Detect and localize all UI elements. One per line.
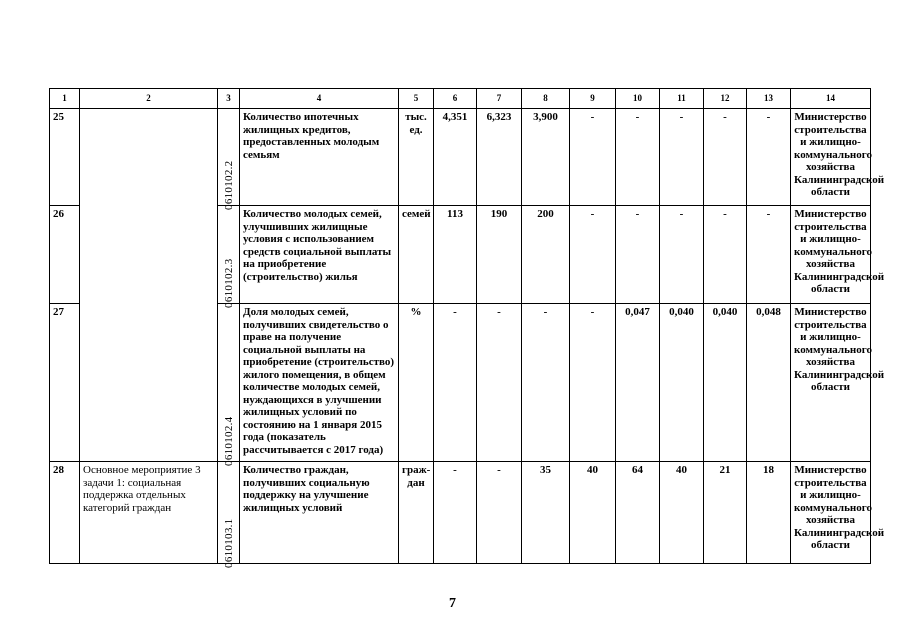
value-cell: 40 <box>660 462 704 564</box>
table-row <box>50 462 871 564</box>
value-cell: - <box>704 109 747 206</box>
indicator-code-cell <box>218 109 240 210</box>
value-cell: - <box>747 206 791 304</box>
value-cell: 6,323 <box>477 109 522 206</box>
value-cell: - <box>477 304 522 462</box>
row-number: 25 <box>50 109 80 206</box>
value-cell: - <box>522 304 570 462</box>
header-cell: 12 <box>704 89 747 109</box>
header-cell: 3 <box>218 89 240 109</box>
value-cell: - <box>434 304 477 462</box>
header-cell: 8 <box>522 89 570 109</box>
value-cell: - <box>477 462 522 564</box>
value-cell: 35 <box>522 462 570 564</box>
unit-cell: тыс. ед. <box>399 109 434 206</box>
indicator-name: Доля молодых семей, получивших свидетельство о праве на получение социальной выплаты на приобретение (строительство) жилого помещения, в общем количестве молодых семей, нуждающихся в улучшении жилищных условий по состоянию на 1 января 2015 года (показатель рассчитывается с 2017 года) <box>240 304 399 462</box>
value-cell: - <box>660 109 704 206</box>
indicator-code: 0610102.2 <box>222 160 235 210</box>
indicator-code: 0610102.4 <box>222 416 235 466</box>
value-cell: - <box>570 206 616 304</box>
value-cell: 64 <box>616 462 660 564</box>
indicator-name: Количество молодых семей, улучшивших жилищные условия с использованием средств социальной выплаты на приобретение (строительство) жилья <box>240 206 399 304</box>
unit-cell: % <box>399 304 434 462</box>
header-cell: 11 <box>660 89 704 109</box>
unit-cell: семей <box>399 206 434 304</box>
value-cell: 3,900 <box>522 109 570 206</box>
value-cell: 113 <box>434 206 477 304</box>
header-cell: 5 <box>399 89 434 109</box>
value-cell: 0,048 <box>747 304 791 462</box>
value-cell: - <box>570 109 616 206</box>
row-number: 28 <box>50 462 80 564</box>
header-cell: 2 <box>80 89 218 109</box>
responsible-cell: Министерство строительства и жилищно-коммунального хозяйства Калининградской области <box>791 462 871 564</box>
value-cell: 40 <box>570 462 616 564</box>
value-cell: 18 <box>747 462 791 564</box>
responsible-cell: Министерство строительства и жилищно-коммунального хозяйства Калининградской области <box>791 304 871 462</box>
value-cell: - <box>570 304 616 462</box>
value-cell: 0,047 <box>616 304 660 462</box>
header-cell: 1 <box>50 89 80 109</box>
activity-name-cell: Основное мероприятие 3 задачи 1: социальная поддержка отдельных категорий граждан <box>80 462 218 564</box>
value-cell: 21 <box>704 462 747 564</box>
row-number: 26 <box>50 206 80 304</box>
responsible-cell: Министерство строительства и жилищно-коммунального хозяйства Калининградской области <box>791 109 871 206</box>
indicator-code: 0610103.1 <box>222 518 235 568</box>
value-cell: - <box>660 206 704 304</box>
row-number: 27 <box>50 304 80 462</box>
indicator-code-cell <box>218 462 240 568</box>
header-cell: 14 <box>791 89 871 109</box>
value-cell: - <box>747 109 791 206</box>
value-cell: 0,040 <box>660 304 704 462</box>
indicator-name: Количество ипотечных жилищных кредитов, предоставленных молодым семьям <box>240 109 399 206</box>
value-cell: 200 <box>522 206 570 304</box>
indicators-table <box>49 88 885 568</box>
indicator-name: Количество граждан, получивших социальную поддержку на улучшение жилищных условий <box>240 462 399 564</box>
header-cell: 13 <box>747 89 791 109</box>
value-cell: - <box>434 462 477 564</box>
header-cell: 4 <box>240 89 399 109</box>
value-cell: - <box>616 109 660 206</box>
header-cell: 9 <box>570 89 616 109</box>
indicator-code: 0610102.3 <box>222 258 235 308</box>
indicator-code-cell <box>218 206 240 308</box>
table-row <box>50 109 871 206</box>
value-cell: 0,040 <box>704 304 747 462</box>
indicator-code-cell <box>218 304 240 466</box>
value-cell: - <box>704 206 747 304</box>
header-cell: 7 <box>477 89 522 109</box>
value-cell: 190 <box>477 206 522 304</box>
value-cell: - <box>616 206 660 304</box>
header-cell: 6 <box>434 89 477 109</box>
header-cell: 10 <box>616 89 660 109</box>
activity-name-cell <box>80 109 218 462</box>
responsible-cell: Министерство строительства и жилищно-коммунального хозяйства Калининградской области <box>791 206 871 304</box>
value-cell: 4,351 <box>434 109 477 206</box>
header-row <box>50 89 871 109</box>
page-number: 7 <box>449 596 456 611</box>
unit-cell: граж-дан <box>399 462 434 564</box>
